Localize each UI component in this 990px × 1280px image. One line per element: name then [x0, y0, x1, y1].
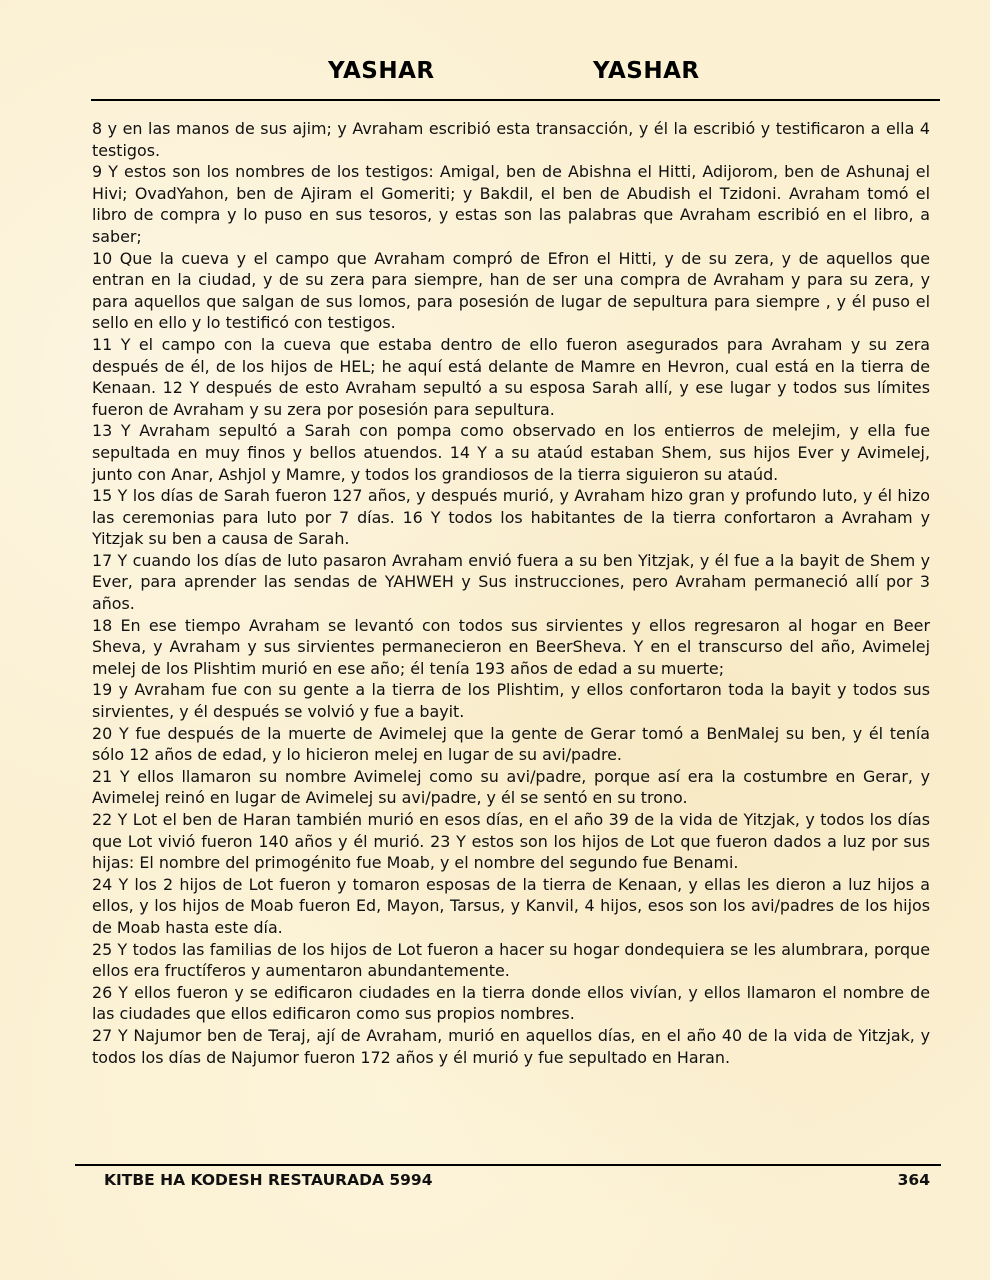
- footer-page-number: 364: [897, 1171, 930, 1189]
- verse-paragraph: 21 Y ellos llamaron su nombre Avimelej como su avi/padre, porque así era la costumbre en Gerar, y Avimelej reinó en lugar de Avimelej su avi/padre, y él se sentó en su trono.: [92, 766, 930, 808]
- header-title-right: YASHAR: [593, 58, 700, 84]
- verse-paragraph: 22 Y Lot el ben de Haran también murió en esos días, en el año 39 de la vida de Yitzjak, y todos los días que Lot vivió fueron 140 años y él murió. 23 Y estos son los hijos de Lot que fueron dados a luz por sus hijas: El nombre del primogénito fue Moab, y el nombre del segundo fue Benami.: [92, 810, 930, 873]
- verse-paragraph: 9 Y estos son los nombres de los testigos: Amigal, ben de Abishna el Hitti, Adijorom, ben de Ashunaj el Hivi; OvadYahon, ben de Ajiram el Gomeriti; y Bakdil, el ben de Abudish el Tzidoni. Avraham tomó el libro de compra y lo puso en sus tesoros, y estas son las palabras que Avraham escribió en el libro, a saber;: [92, 162, 930, 246]
- verse-paragraph: 26 Y ellos fueron y se edificaron ciudades en la tierra donde ellos vivían, y ellos llamaron el nombre de las ciudades que ellos edificaron como sus propios nombres.: [92, 982, 930, 1024]
- header-title-left: YASHAR: [328, 58, 435, 84]
- page-footer: [104, 1171, 930, 1193]
- verse-paragraph: 11 Y el campo con la cueva que estaba dentro de ello fueron asegurados para Avraham y su zera después de él, de los hijos de HEL; he aquí está delante de Mamre en Hevron, cual está en la tierra de Kenaan. 12 Y después de esto Avraham sepultó a su esposa Sarah allí, y ese lugar y todos sus límites fueron de Avraham y su zera por posesión para sepultura.: [92, 334, 930, 419]
- verse-paragraph: 20 Y fue después de la muerte de Avimelej que la gente de Gerar tomó a BenMalej su ben, y él tenía sólo 12 años de edad, y lo hicieron melej en lugar de su avi/padre.: [92, 723, 930, 765]
- verse-paragraph: 15 Y los días de Sarah fueron 127 años, y después murió, y Avraham hizo gran y profundo luto, y él hizo las ceremonias para luto por 7 días. 16 Y todos los habitantes de la tierra confortaron a Avraham y Yitzjak su ben a causa de Sarah.: [92, 486, 930, 549]
- page-header: [0, 58, 990, 94]
- verse-paragraph: 10 Que la cueva y el campo que Avraham compró de Efron el Hitti, y de su zera, y de aquellos que entran en la ciudad, y de su zera para siempre, han de ser una compra de Avraham y para su zera, y para aquellos que salgan de sus lomos, para posesión de lugar de sepultura para siempre , y él puso el sello en ello y lo testificó con testigos.: [92, 248, 930, 333]
- verse-paragraph: 13 Y Avraham sepultó a Sarah con pompa como observado en los entierros de melejim, y ella fue sepultada en muy finos y bellos atuendos. 14 Y a su ataúd estaban Shem, sus hijos Ever y Avimelej, junto con Anar, Ashjol y Mamre, y todos los grandiosos de la tierra siguieron su ataúd.: [92, 421, 930, 484]
- footer-divider: [75, 1164, 941, 1166]
- verse-paragraph: 18 En ese tiempo Avraham se levantó con todos sus sirvientes y ellos regresaron al hogar en Beer Sheva, y Avraham y sus sirvientes permanecieron en BeerSheva. Y en el transcurso del año, Avimelej melej de los Plishtim murió en ese año; él tenía 193 años de edad a su muerte;: [92, 615, 930, 678]
- verse-paragraph: 17 Y cuando los días de luto pasaron Avraham envió fuera a su ben Yitzjak, y él fue a la bayit de Shem y Ever, para aprender las sendas de YAHWEH y Sus instrucciones, pero Avraham permaneció allí por 3 años.: [92, 550, 930, 614]
- verse-paragraph: 27 Y Najumor ben de Teraj, ají de Avraham, murió en aquellos días, en el año 40 de la vida de Yitzjak, y todos los días de Najumor fueron 172 años y él murió y fue sepultado en Haran.: [92, 1025, 930, 1067]
- header-divider: [91, 99, 940, 101]
- footer-book-title: KITBE HA KODESH RESTAURADA 5994: [104, 1171, 433, 1189]
- verse-paragraph: 19 y Avraham fue con su gente a la tierra de los Plishtim, y ellos confortaron toda la bayit y todos sus sirvientes, y él después se volvió y fue a bayit.: [92, 680, 930, 722]
- verse-paragraph: 25 Y todos las familias de los hijos de Lot fueron a hacer su hogar dondequiera se les alumbrara, porque ellos era fructíferos y aumentaron abundantemente.: [92, 939, 930, 981]
- body-text: [92, 118, 930, 1068]
- verse-paragraph: 8 y en las manos de sus ajim; y Avraham escribió esta transacción, y él la escribió y testificaron a ella 4 testigos.: [92, 119, 930, 160]
- verse-paragraph: 24 Y los 2 hijos de Lot fueron y tomaron esposas de la tierra de Kenaan, y ellas les dieron a luz hijos a ellos, y los hijos de Moab fueron Ed, Mayon, Tarsus, y Kanvil, 4 hijos, esos son los avi/padres de los hijos de Moab hasta este día.: [92, 874, 930, 937]
